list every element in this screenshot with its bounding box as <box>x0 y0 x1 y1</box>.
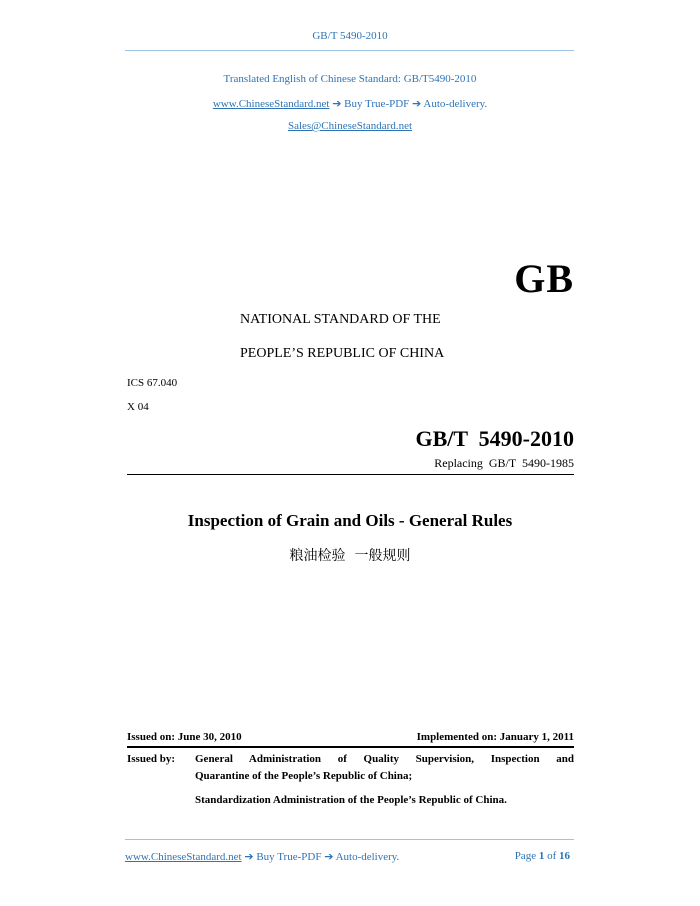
gb-logo: GB <box>514 256 574 301</box>
footer-site-link[interactable]: www.ChineseStandard.net <box>125 851 242 863</box>
right-arrow-icon: ➔ <box>332 97 342 110</box>
document-title-cn: 粮油检验 一般规则 <box>289 548 411 564</box>
footer-buy-text: Buy True-PDF <box>256 851 322 863</box>
page-current: 1 <box>538 850 545 862</box>
title-rule <box>127 474 574 475</box>
notice-email-link[interactable]: Sales@ChineseStandard.net <box>287 120 413 132</box>
national-standard-line1: NATIONAL STANDARD OF THE <box>240 312 441 327</box>
national-standard-line2: PEOPLE’S REPUBLIC OF CHINA <box>240 346 445 361</box>
notice-links-row <box>0 97 700 110</box>
translation-notice: Translated English of Chinese Standard: GB/T5490-2010 <box>223 73 477 85</box>
issuer-2: Standardization Administration of the People’s Republic of China. <box>195 794 507 806</box>
notice-delivery-text: Auto-delivery. <box>423 98 488 110</box>
issued-on-date: Issued on: June 30, 2010 <box>127 731 242 743</box>
standard-number: GB/T 5490-2010 <box>415 426 574 451</box>
right-arrow-icon: ➔ <box>412 97 422 110</box>
notice-buy-text: Buy True-PDF <box>344 98 410 110</box>
issued-by-label: Issued by: <box>127 753 175 765</box>
header-rule <box>125 50 574 51</box>
dates-rule <box>127 746 574 748</box>
page-total: 16 <box>559 850 570 862</box>
page-of: of <box>547 850 557 862</box>
issuer-1-line2: Quarantine of the People’s Republic of China; <box>195 770 413 782</box>
ics-code: ICS 67.040 <box>127 377 178 389</box>
right-arrow-icon: ➔ <box>324 850 334 863</box>
document-title-en: Inspection of Grain and Oils - General Rules <box>187 511 513 530</box>
issuer-1-line1: General Administration of Quality Supervision, Inspection and <box>195 753 574 765</box>
notice-email-row <box>0 120 700 132</box>
right-arrow-icon: ➔ <box>244 850 254 863</box>
footer-links-row <box>125 850 399 863</box>
notice-site-link[interactable]: www.ChineseStandard.net <box>212 98 330 110</box>
page-indicator <box>515 850 570 862</box>
classification-code: X 04 <box>127 401 149 413</box>
implemented-on-date: Implemented on: January 1, 2011 <box>416 731 574 743</box>
footer-delivery-text: Auto-delivery. <box>335 851 400 863</box>
footer-rule <box>125 839 574 840</box>
header-title: GB/T 5490-2010 <box>312 30 388 42</box>
replacing-standard: Replacing GB/T 5490-1985 <box>434 456 574 470</box>
page-label: Page <box>514 850 537 862</box>
